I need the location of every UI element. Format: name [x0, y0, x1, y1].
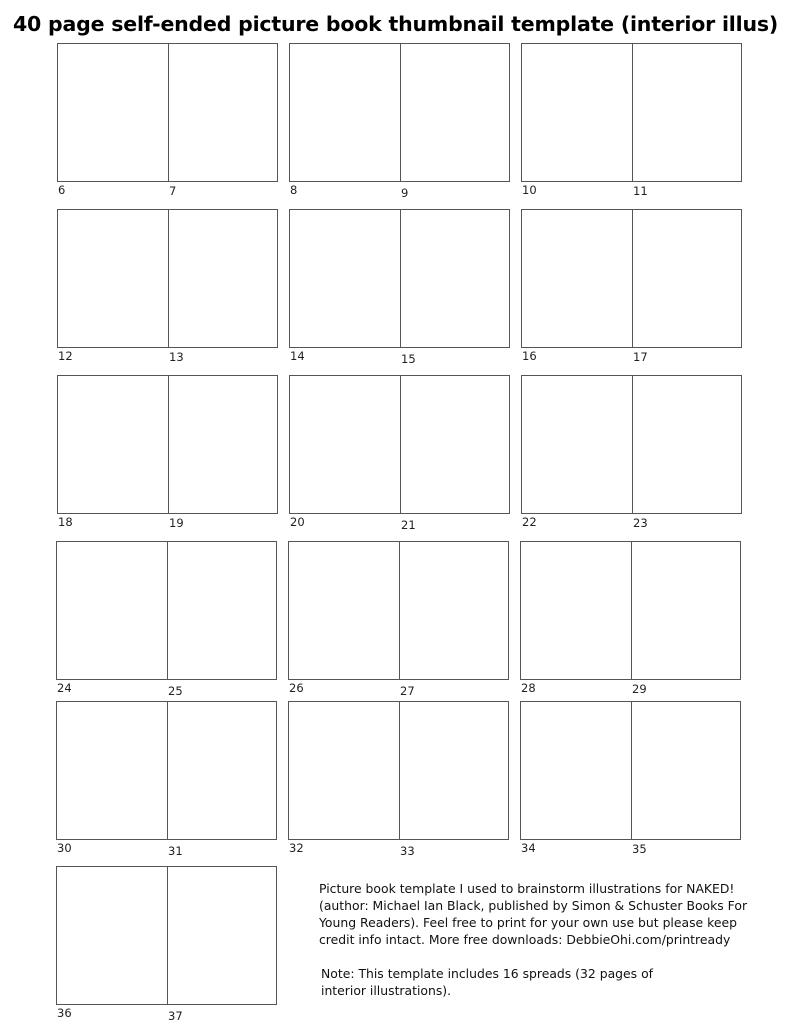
page-number-left: 12 [58, 349, 73, 363]
spread-box [56, 866, 277, 1005]
page-number-right: 17 [633, 350, 648, 364]
spread-box [289, 43, 510, 182]
gutter-line [400, 210, 401, 347]
gutter-line [631, 702, 632, 839]
credit-line: Young Readers). Feel free to print for your own use but please keep [319, 915, 737, 930]
note-line: interior illustrations). [321, 983, 452, 998]
page-number-left: 14 [290, 349, 305, 363]
gutter-line [399, 702, 400, 839]
spread-box [56, 701, 277, 840]
spread-box [521, 43, 742, 182]
template-note [321, 965, 653, 999]
spread-box [57, 209, 278, 348]
spread-box [289, 375, 510, 514]
credit-line: Picture book template I used to brainstorm illustrations for NAKED! [319, 881, 735, 896]
page-title: 40 page self-ended picture book thumbnail template (interior illus) [12, 12, 779, 36]
page-number-left: 28 [521, 681, 536, 695]
spread-box [288, 701, 509, 840]
gutter-line [168, 210, 169, 347]
page-number-right: 25 [168, 684, 183, 698]
spread-box [288, 541, 509, 680]
page-number-left: 30 [57, 841, 72, 855]
gutter-line [400, 376, 401, 513]
page-number-right: 9 [401, 186, 409, 200]
page-number-right: 15 [401, 352, 416, 366]
page-number-right: 29 [632, 682, 647, 696]
gutter-line [168, 44, 169, 181]
page-number-left: 16 [522, 349, 537, 363]
page-number-left: 26 [289, 681, 304, 695]
spread-box [521, 375, 742, 514]
spread-box [57, 375, 278, 514]
spread-box [57, 43, 278, 182]
credit-line: credit info intact. More free downloads: DebbieOhi.com/printready [319, 932, 731, 947]
page-number-right: 33 [400, 844, 415, 858]
page-number-right: 7 [169, 184, 177, 198]
page-number-left: 10 [522, 183, 537, 197]
page-number-left: 32 [289, 841, 304, 855]
gutter-line [167, 867, 168, 1004]
page-number-left: 18 [58, 515, 73, 529]
gutter-line [168, 376, 169, 513]
credit-text [319, 880, 747, 948]
page-number-right: 27 [400, 684, 415, 698]
page-number-left: 6 [58, 183, 66, 197]
credit-line: (author: Michael Ian Black, published by Simon & Schuster Books For [319, 898, 748, 913]
gutter-line [632, 44, 633, 181]
page-number-left: 22 [522, 515, 537, 529]
spread-box [520, 541, 741, 680]
page-number-left: 36 [57, 1006, 72, 1020]
gutter-line [632, 210, 633, 347]
spread-box [56, 541, 277, 680]
page-number-left: 24 [57, 681, 72, 695]
page-number-left: 20 [290, 515, 305, 529]
page-number-right: 31 [168, 844, 183, 858]
gutter-line [631, 542, 632, 679]
page-number-right: 13 [169, 350, 184, 364]
gutter-line [400, 44, 401, 181]
page-number-right: 11 [633, 184, 648, 198]
note-line: Note: This template includes 16 spreads (32 pages of [321, 966, 654, 981]
spread-box [521, 209, 742, 348]
gutter-line [399, 542, 400, 679]
gutter-line [167, 702, 168, 839]
page-number-left: 8 [290, 183, 298, 197]
page-number-left: 34 [521, 841, 536, 855]
page-number-right: 35 [632, 842, 647, 856]
gutter-line [632, 376, 633, 513]
page-number-right: 23 [633, 516, 648, 530]
page-number-right: 37 [168, 1009, 183, 1023]
gutter-line [167, 542, 168, 679]
page-number-right: 21 [401, 518, 416, 532]
page-number-right: 19 [169, 516, 184, 530]
spread-box [520, 701, 741, 840]
spread-box [289, 209, 510, 348]
